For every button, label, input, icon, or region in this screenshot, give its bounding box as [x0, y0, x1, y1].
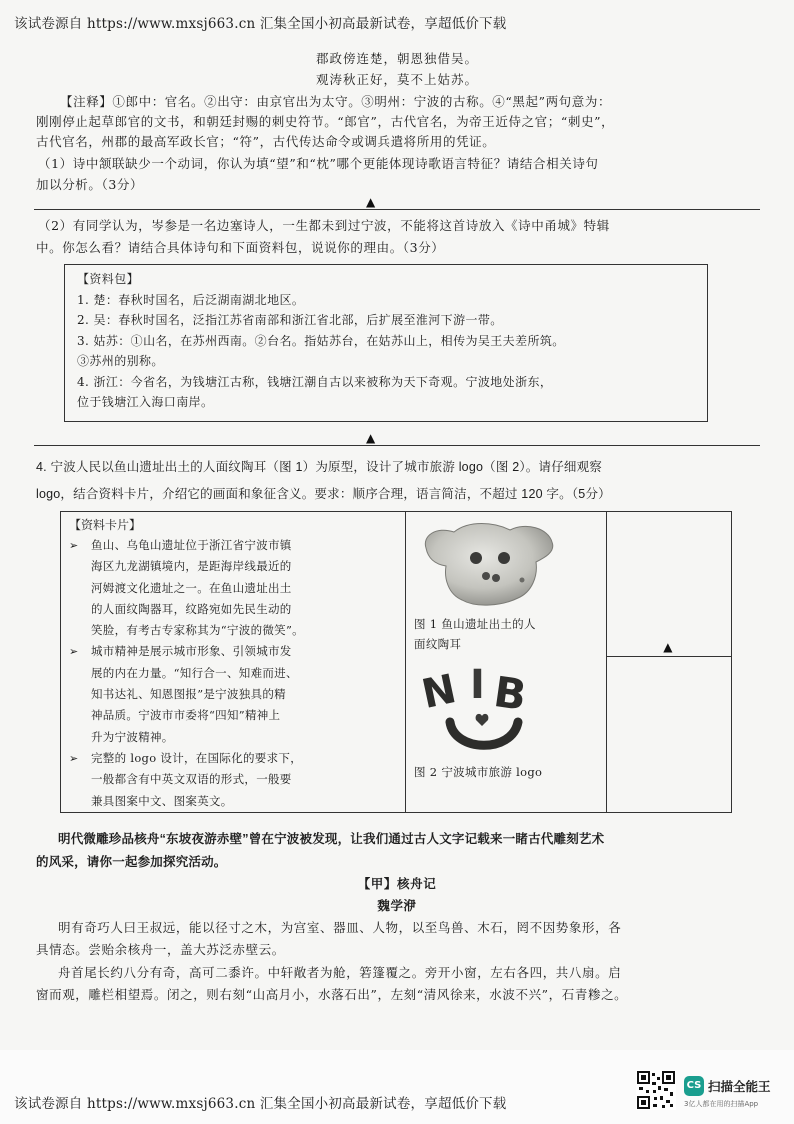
resource-item-3: 3. 姑苏：①山名，在苏州西南。②台名。指姑苏台，在姑苏山上，相传为吴王夫差所筑。 [77, 333, 565, 348]
question-4-line-2: logo，结合资料卡片，介绍它的画面和象征含义。要求：顺序合理，语言简洁，不超过 120 字。（5分） [36, 487, 611, 501]
poem-line-1: 郡政傍连楚，朝恩独借吴。 [315, 51, 478, 66]
passage-line-1: 明有奇巧人曰王叔远，能以径寸之木，为宫室、器皿、人物，以至鸟兽、木石，罔不因势象形，各 [58, 920, 622, 935]
resource-item-4-cont: 位于钱塘江入海口南岸。 [77, 395, 214, 409]
source-banner-top: 该试卷源自 https://www.mxsj663.cn 汇集全国小初高最新试卷，享超低价下载 [14, 16, 507, 32]
arrow-bullet-icon: ➢ [69, 539, 79, 552]
resource-pack-box [64, 264, 708, 422]
question-1-line-2: 加以分析。（3分） [36, 177, 144, 192]
arrow-bullet-icon: ➢ [69, 751, 79, 765]
bullet-line: 的人面纹陶器耳，纹路宛如先民生动的 [91, 601, 292, 616]
question-2-line-2: 中。你怎么看？请结合具体诗句和下面资料包，说说你的理由。（3分） [36, 240, 445, 255]
camscanner-logo-icon: CS [684, 1076, 704, 1096]
logo-letter-n: N [417, 666, 461, 719]
caption-line: 面纹陶耳 [414, 637, 462, 651]
info-bullet [69, 641, 399, 747]
resource-item-3-cont: ③苏州的别称。 [77, 354, 164, 368]
intro-line-1: 明代微雕珍品核舟“东坡夜游赤壁”曾在宁波被发现，让我们通过古人文字记载来一睹古代雕刻艺术 [58, 832, 605, 846]
info-card-table [60, 511, 732, 813]
bullet-line: 海区九龙湖镇境内，是距海岸线最近的 [91, 559, 292, 574]
info-bullet [69, 748, 399, 812]
question-4-line-1: 4. 宁波人民以鱼山遗址出土的人面纹陶耳（图 1）为原型，设计了城市旅游 logo（图 2）。请仔细观察 [36, 460, 603, 474]
answer-cell[interactable] [607, 512, 732, 813]
answer-line [34, 445, 760, 446]
ningbo-logo-image [414, 660, 564, 756]
heart-icon [476, 714, 489, 726]
passage-line-2: 具情态。尝贻余核舟一，盖大苏泛赤壁云。 [36, 942, 285, 957]
resource-item-1: 1. 楚：春秋时国名，后泛湖南湖北地区。 [77, 292, 305, 307]
poem-line-2: 观涛秋正好，莫不上姑苏。 [315, 72, 478, 87]
scanner-app-tagline: 3亿人都在用的扫描App [684, 1100, 759, 1108]
bullet-line: 鱼山、乌龟山遗址位于浙江省宁波市镇 [91, 538, 292, 552]
info-card-figure-cell [406, 512, 607, 813]
question-1-line-1: （1）诗中颔联缺少一个动词，你认为填“望”和“枕”哪个更能体现诗歌语言特征？请结合相关诗句 [38, 156, 599, 171]
resource-pack-title: 【资料包】 [77, 272, 140, 286]
arrow-bullet-icon: ➢ [69, 645, 79, 659]
bullet-line: 完整的 logo 设计，在国际化的要求下， [91, 750, 302, 765]
resource-item-2: 2. 吴：春秋时国名，泛指江苏省南部和浙江省北部，后扩展至淮河下游一带。 [77, 313, 503, 327]
pottery-face-image [414, 518, 564, 610]
bullet-line: 笑脸，有考古专家称其为“宁波的微笑”。 [91, 623, 304, 638]
figure-1-caption [414, 614, 600, 654]
bullet-line: 城市精神是展示城市形象、引领城市发 [91, 644, 292, 659]
answer-line [34, 209, 760, 210]
smile-curve [450, 722, 518, 745]
notes-line-2: 刚刚停止起草郎官的文书，和朝廷封赐的刺史符节。“郎官”，古代官名，为帝王近侍之官；“刺史”， [36, 114, 615, 129]
caption-line: 图 1 鱼山遗址出土的人 [414, 617, 536, 631]
bullet-line: 升为宁波精神。 [91, 729, 174, 744]
bullet-line: 神品质。宁波市市委将“四知”精神上 [91, 708, 281, 723]
info-card-text-cell [61, 512, 406, 813]
passage-author: 魏学洢 [377, 898, 417, 913]
logo-letter-b: B [490, 667, 530, 720]
bullet-line: 河姆渡文化遗址之一。在鱼山遗址出土 [91, 580, 292, 595]
answer-marker: ▲ [366, 431, 376, 445]
passage-title: 【甲】核舟记 [357, 876, 437, 891]
bullet-line: 兼具图案中文、图案英文。 [91, 793, 233, 808]
notes-line-1: 【注释】①郎中：官名。②出守：由京官出为太守。③明州：宁波的古称。④“黑起”两句意为： [60, 94, 612, 109]
bullet-line: 一般都含有中英文双语的形式，一般要 [91, 772, 292, 787]
answer-cell-top [607, 512, 731, 657]
notes-line-3: 古代官名，州郡的最高军政长官；“符”，古代传达命令或调兵遣将所用的凭证。 [36, 134, 496, 149]
figure-2-caption: 图 2 宁波城市旅游 logo [414, 765, 543, 779]
info-bullet [69, 535, 399, 641]
answer-marker: ▲ [366, 195, 376, 209]
bullet-line: 知书达礼、知恩图报”是宁波独具的精 [91, 687, 286, 702]
answer-marker: ▲ [663, 640, 673, 654]
qr-code-icon [636, 1070, 676, 1110]
passage-line-4: 窗而观，雕栏相望焉。闭之，则右刻“山高月小，水落石出”，左刻“清风徐来，水波不兴”，石青糁之。 [36, 987, 628, 1002]
scanner-app-name: 扫描全能王 [708, 1079, 771, 1094]
bullet-line: 展的内在力量。“知行合一、知难而进、 [91, 665, 298, 680]
logo-letter-i: I [470, 662, 485, 708]
question-2-line-1: （2）有同学认为，岑参是一名边塞诗人，一生都未到过宁波，不能将这首诗放入《诗中甬城》特辑 [38, 218, 610, 233]
source-banner-bottom: 该试卷源自 https://www.mxsj663.cn 汇集全国小初高最新试卷，享超低价下载 [14, 1096, 507, 1112]
resource-item-4: 4. 浙江：今省名，为钱塘江古称，钱塘江潮自古以来被称为天下奇观。宁波地处浙东， [77, 374, 553, 389]
intro-line-2: 的风采，请你一起参加探究活动。 [36, 855, 227, 869]
passage-line-3: 舟首尾长约八分有奇，高可二黍许。中轩敞者为舱，箬篷覆之。旁开小窗，左右各四，共八扇。启 [58, 965, 622, 980]
info-card-title: 【资料卡片】 [69, 518, 142, 532]
